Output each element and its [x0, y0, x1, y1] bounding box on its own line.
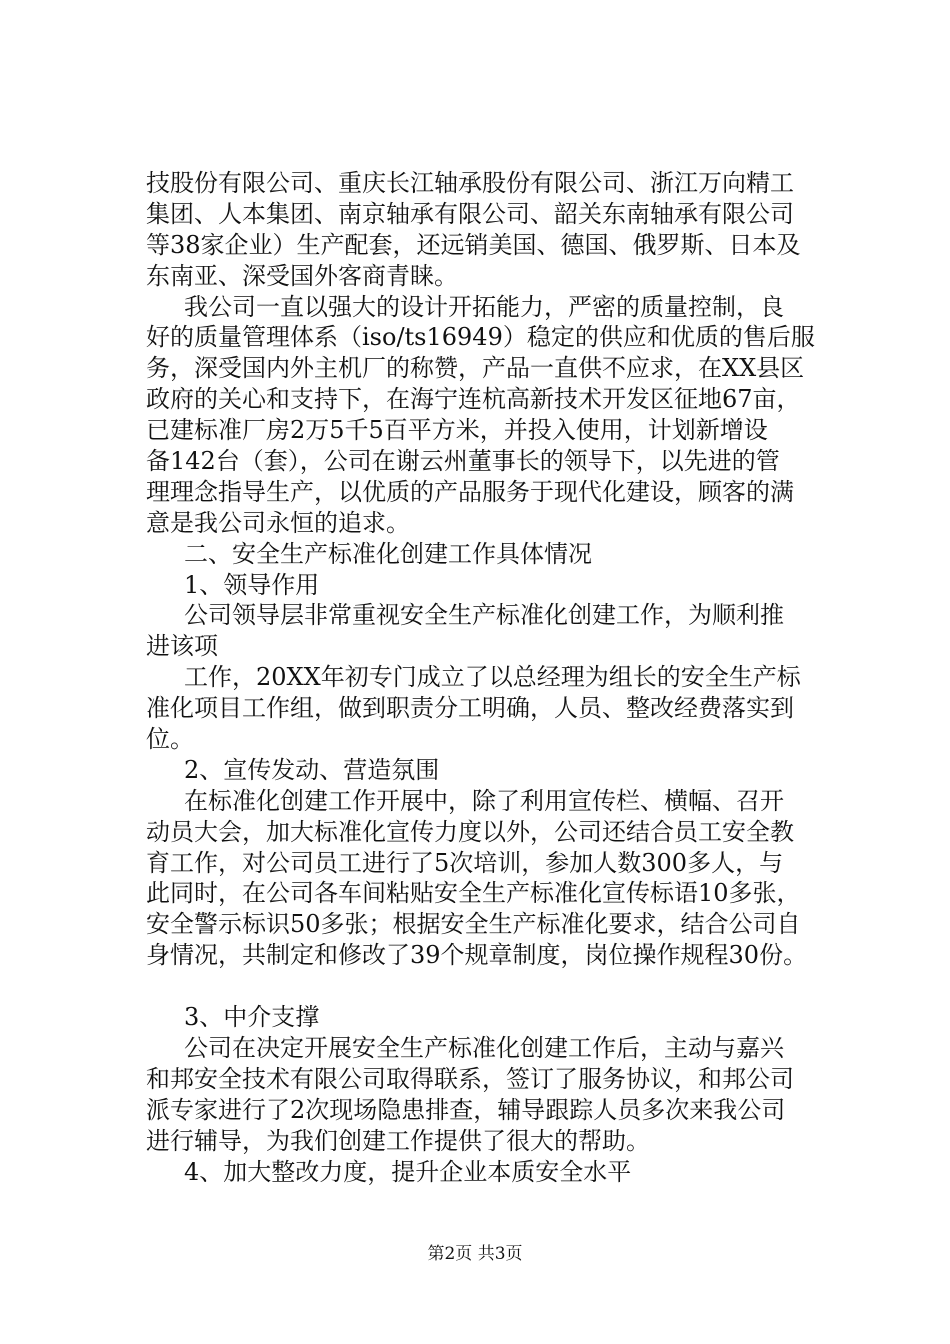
text-line: 集团、人本集团、南京轴承有限公司、韶关东南轴承有限公司 [146, 199, 794, 228]
text-line: 身情况，共制定和修改了39个规章制度，岗位操作规程30份。 [146, 941, 808, 970]
text-line: 此同时，在公司各车间粘贴安全生产标准化宣传标语10多张， [146, 879, 801, 908]
text-line: 动员大会，加大标准化宣传力度以外，公司还结合员工安全教 [146, 817, 794, 846]
text-line: 东南亚、深受国外客商青睐。 [146, 261, 458, 290]
section-heading: 二、安全生产标准化创建工作具体情况 [184, 539, 592, 568]
subsection-heading: 4、加大整改力度，提升企业本质安全水平 [184, 1157, 632, 1186]
text-line: 理理念指导生产，以优质的产品服务于现代化建设，顾客的满 [146, 477, 794, 506]
text-line: 等38家企业）生产配套，还远销美国、德国、俄罗斯、日本及 [146, 230, 801, 259]
text-line: 政府的关心和支持下，在海宁连杭高新技术开发区征地67亩， [146, 385, 801, 414]
text-line: 派专家进行了2次现场隐患排查，辅导跟踪人员多次来我公司 [146, 1095, 786, 1124]
text-line: 进该项 [146, 632, 218, 661]
text-line: 技股份有限公司、重庆长江轴承股份有限公司、浙江万向精工 [146, 169, 794, 197]
page-number-label: 第2页 共3页 [427, 1244, 523, 1264]
blank-line [146, 971, 846, 1002]
text-line: 育工作，对公司员工进行了5次培训，参加人数300多人，与 [146, 848, 784, 877]
subsection-heading: 2、宣传发动、营造氛围 [184, 755, 440, 784]
subsection-heading: 1、领导作用 [184, 570, 320, 599]
text-line: 我公司一直以强大的设计开拓能力，严密的质量控制，良 [184, 292, 784, 321]
text-line: 好的质量管理体系（iso/ts16949）稳定的供应和优质的售后服 [146, 323, 815, 352]
text-line: 在标准化创建工作开展中，除了利用宣传栏、横幅、召开 [184, 786, 784, 815]
page-footer [0, 1244, 950, 1264]
text-line: 意是我公司永恒的追求。 [146, 508, 410, 537]
text-line: 公司领导层非常重视安全生产标准化创建工作，为顺利推 [184, 601, 784, 630]
text-line: 位。 [146, 725, 194, 754]
text-line: 和邦安全技术有限公司取得联系，签订了服务协议，和邦公司 [146, 1064, 794, 1093]
text-line: 已建标准厂房2万5千5百平方米，并投入使用，计划新增设 [146, 416, 768, 445]
text-line: 安全警示标识50多张；根据安全生产标准化要求，结合公司自 [146, 910, 801, 939]
text-line: 务，深受国内外主机厂的称赞，产品一直供不应求，在XX县区 [146, 354, 805, 383]
text-line: 准化项目工作组，做到职责分工明确，人员、整改经费落实到 [146, 694, 794, 723]
subsection-heading: 3、中介支撑 [184, 1003, 320, 1032]
body-text [146, 168, 846, 1187]
text-line: 工作，20XX年初专门成立了以总经理为组长的安全生产标 [184, 663, 801, 692]
text-line: 进行辅导，为我们创建工作提供了很大的帮助。 [146, 1126, 650, 1155]
text-line: 备142台（套），公司在谢云州董事长的领导下，以先进的管 [146, 447, 780, 476]
text-line: 公司在决定开展安全生产标准化创建工作后，主动与嘉兴 [184, 1033, 784, 1062]
